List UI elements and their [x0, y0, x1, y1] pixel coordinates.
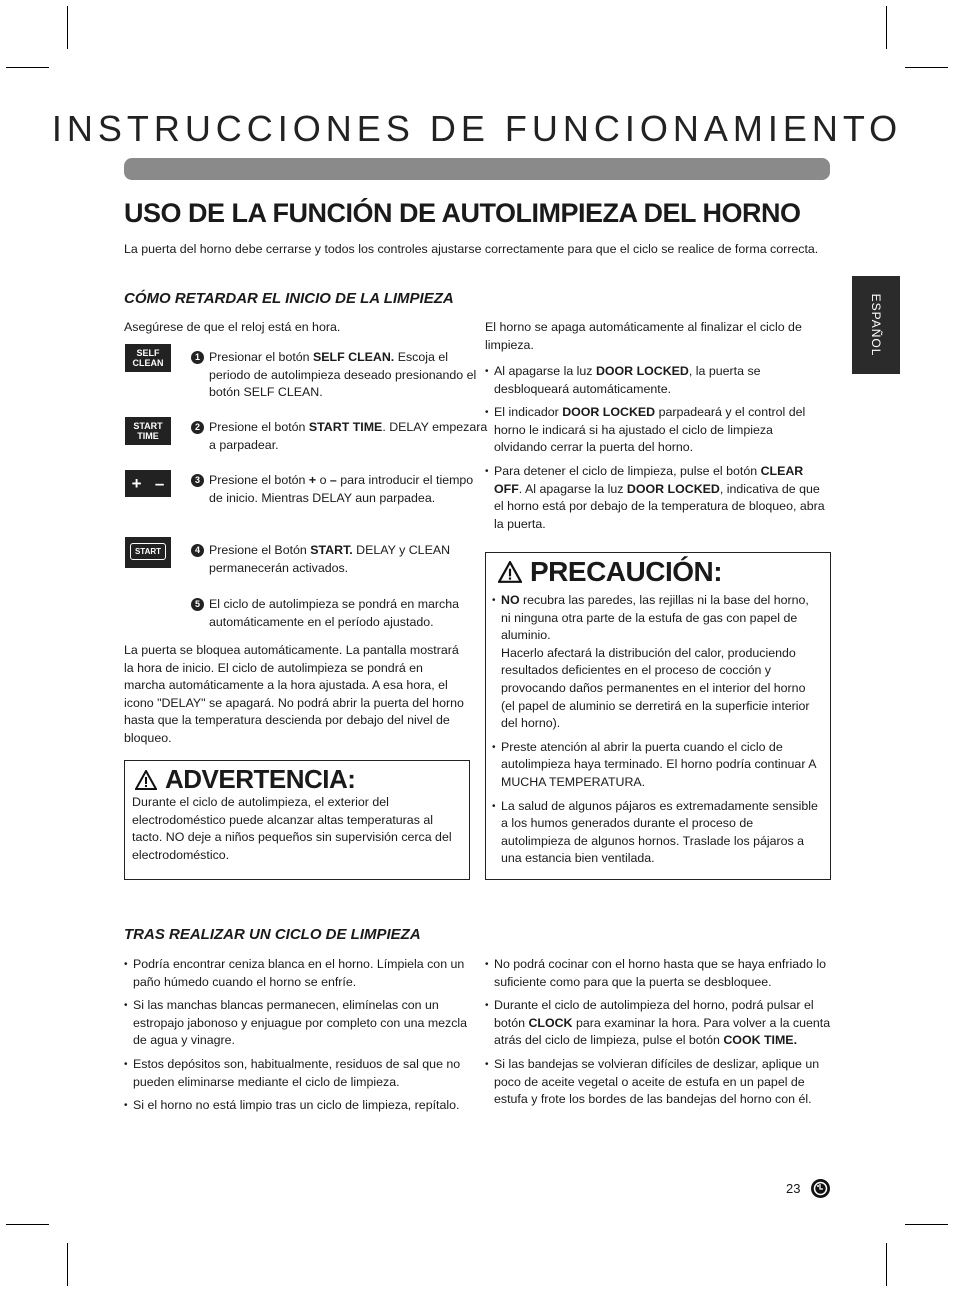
after-clean-bullet: • No podrá cocinar con el horno hasta que se haya enfriado lo suficiente como para que la puerta se desbloquee.	[485, 956, 831, 991]
after-clean-bullet: • Si las bandejas se volvieran difíciles de deslizar, aplique un poco de aceite vegetal o aceite de estufa en un papel de estufa y frote los bordes de las bandejas del horno con él.	[485, 1056, 831, 1109]
right-lead: El horno se apaga automáticamente al finalizar el ciclo de limpieza.	[485, 320, 802, 352]
delay-step-4: 4 Presione el Botón START. DELAY y CLEAN permanecerán activados.	[191, 542, 489, 577]
crop-mark	[905, 67, 948, 68]
after-clean-bullet: • Durante el ciclo de autolimpieza del horno, podrá pulsar el botón CLOCK para examinar la hora. Para volver a la cuenta atrás del ciclo de limpieza, pulse el botón COOK TIME.	[485, 997, 831, 1050]
start-key-icon: START	[125, 537, 171, 568]
language-tab	[852, 276, 900, 374]
header-bar	[124, 158, 830, 180]
caution-bullets	[492, 592, 820, 874]
page-number: 23	[786, 1181, 801, 1196]
delay-step-1: 1 Presionar el botón SELF CLEAN. Escoja el periodo de autolimpieza deseado presionando el botón SELF CLEAN.	[191, 349, 489, 402]
crop-mark	[905, 1224, 948, 1225]
after-clean-bullet: • Podría encontrar ceniza blanca en el horno. Límpiela con un paño húmedo cuando el horno se enfríe.	[124, 956, 470, 991]
caution-bullet: • NO recubra las paredes, las rejillas ni la base del horno, ni ninguna otra parte de la estufa de gas con papel de aluminio. Hacerlo afectará la distribución del calor, produciendo resultados deficientes en el proceso de cocción y provocando daños permanentes en el interior del horno (el papel de aluminio se derretirá en la superficie interior del horno).	[492, 592, 820, 733]
right-bullet: • Al apagarse la luz DOOR LOCKED, la puerta se desbloqueará automáticamente.	[485, 363, 827, 398]
after-clean-subtitle: TRAS REALIZAR UN CICLO DE LIMPIEZA	[124, 926, 421, 943]
caution-box	[485, 552, 831, 880]
plus-minus-key-icon: + –	[125, 470, 171, 497]
right-bullet: • El indicador DOOR LOCKED parpadeará y el control del horno le indicará si ha ajustado el ciclo de limpieza olvidando cerrar la puerta del horno.	[485, 404, 827, 457]
caution-bullet: • Preste atención al abrir la puerta cuando el ciclo de autolimpieza haya terminado. El horno podría continuar A MUCHA TEMPERATURA.	[492, 739, 820, 792]
page-header-title: INSTRUCCIONES DE FUNCIONAMIENTO	[51, 108, 903, 149]
section-intro: La puerta del horno debe cerrarse y todos los controles ajustarse correctamente para que el ciclo se realice de forma correcta.	[124, 242, 819, 256]
delay-lead: Asegúrese de que el reloj está en hora.	[124, 320, 341, 334]
crop-mark	[67, 6, 68, 49]
lg-logo-icon	[811, 1179, 830, 1198]
crop-mark	[886, 6, 887, 49]
warning-text: Durante el ciclo de autolimpieza, el exterior del electrodoméstico puede alcanzar altas temperaturas al tacto. NO deje a niños pequeños sin supervisión cerca del electrodoméstico.	[132, 795, 452, 862]
self-clean-key-icon: SELF CLEAN	[125, 344, 171, 372]
delay-subtitle: CÓMO RETARDAR EL INICIO DE LA LIMPIEZA	[124, 290, 454, 307]
delay-step-3: 3 Presione el botón + o – para introducir el tiempo de inicio. Mientras DELAY aun parpadea.	[191, 472, 489, 507]
crop-mark	[6, 1224, 49, 1225]
caution-bullet: • La salud de algunos pájaros es extremadamente sensible a los humos generados durante el proceso de autolimpieza de algunos hornos. Traslade los pájaros a una estancia bien ventilada.	[492, 798, 820, 868]
after-clean-left	[124, 956, 470, 1121]
warning-icon	[135, 770, 157, 790]
delay-step-2: 2 Presione el botón START TIME. DELAY empezara a parpadear.	[191, 419, 489, 454]
warning-icon	[498, 561, 522, 583]
warning-heading: ADVERTENCIA:	[135, 764, 355, 795]
after-clean-bullet: • Estos depósitos son, habitualmente, residuos de sal que no pueden eliminarse mediante el ciclo de limpieza.	[124, 1056, 470, 1091]
crop-mark	[6, 67, 49, 68]
language-tab-label: ESPAÑOL	[869, 293, 883, 357]
delay-step-5: 5 El ciclo de autolimpieza se pondrá en marcha automáticamente en el período ajustado.	[191, 596, 489, 631]
start-time-key-icon: START TIME	[125, 417, 171, 445]
warning-box	[124, 760, 470, 880]
after-clean-right	[485, 956, 831, 1115]
right-bullets	[485, 363, 827, 539]
section-title: USO DE LA FUNCIÓN DE AUTOLIMPIEZA DEL HORNO	[124, 198, 801, 228]
crop-mark	[67, 1243, 68, 1286]
delay-after-text: La puerta se bloquea automáticamente. La pantalla mostrará la hora de inicio. El ciclo de autolimpieza se pondrá en marcha automáticamente a la hora ajustada. A esa hora, el icono "DELAY" se apagará. No podrá abrir la puerta del horno hasta que la temperatura descienda por debajo del nivel de bloqueo.	[124, 643, 464, 745]
after-clean-bullet: • Si las manchas blancas permanecen, elimínelas con un estropajo jabonoso y enjuague por completo con una mezcla de agua y vinagre.	[124, 997, 470, 1050]
after-clean-bullet: • Si el horno no está limpio tras un ciclo de limpieza, repítalo.	[124, 1097, 470, 1115]
crop-mark	[886, 1243, 887, 1286]
right-bullet: • Para detener el ciclo de limpieza, pulse el botón CLEAR OFF. Al apagarse la luz DOOR LOCKED, indicativa de que el horno está por debajo de la temperatura de bloqueo, abra la puerta.	[485, 463, 827, 533]
caution-heading: PRECAUCIÓN:	[498, 556, 722, 588]
